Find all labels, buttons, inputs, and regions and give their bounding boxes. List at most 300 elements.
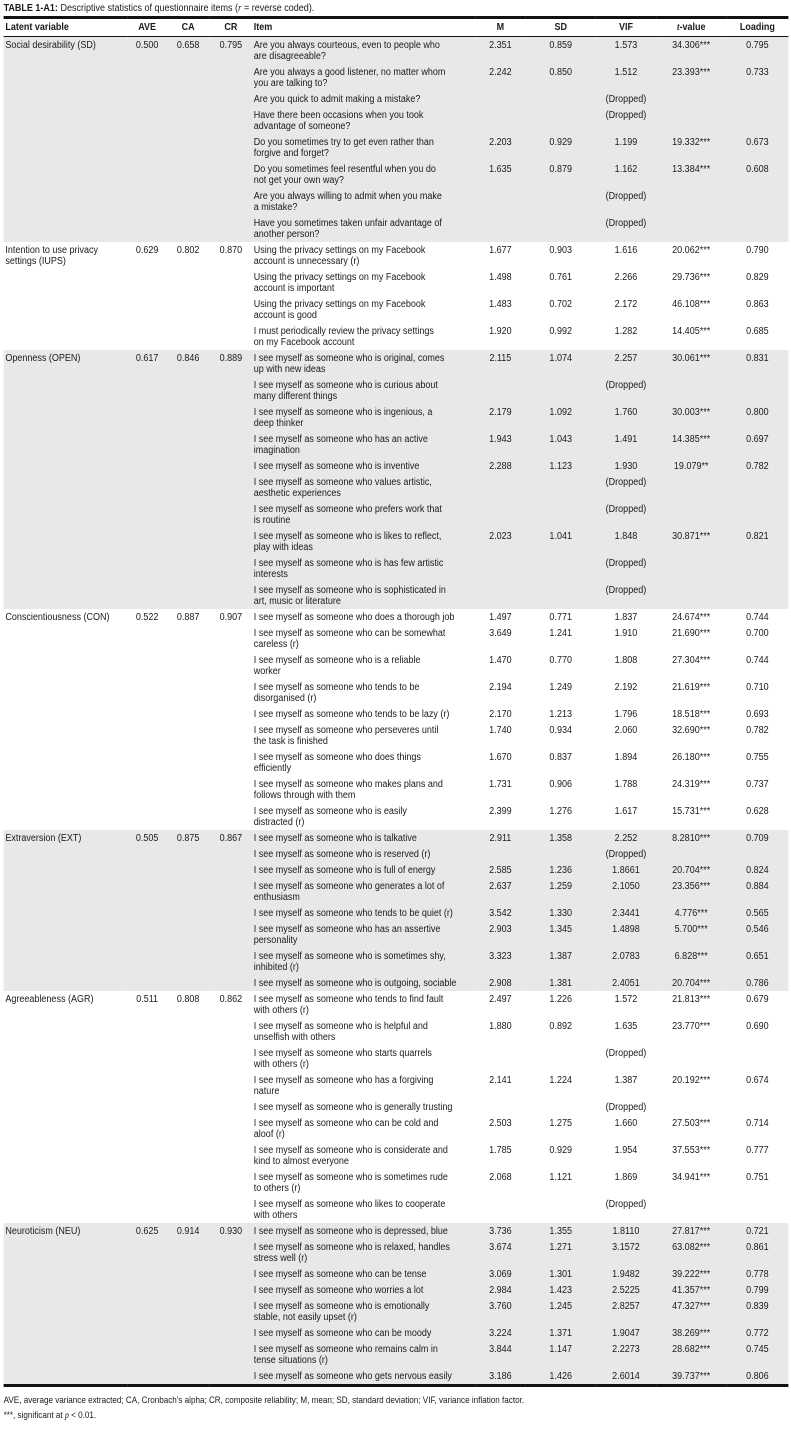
empty-cell	[128, 776, 167, 803]
empty-cell	[167, 878, 210, 905]
loading-value: 0.721	[726, 1223, 788, 1239]
t-value: 13.384***	[656, 161, 726, 188]
mean-value	[475, 377, 525, 404]
empty-cell	[167, 1169, 210, 1196]
empty-cell	[210, 323, 252, 350]
table-row	[4, 1239, 789, 1266]
loading-value: 0.679	[746, 994, 769, 1005]
empty-cell	[128, 846, 167, 862]
sd-value: 0.770	[549, 655, 572, 666]
vif-value: 1.788	[614, 779, 638, 790]
empty-cell	[210, 1282, 252, 1298]
sd-value: 1.092	[526, 404, 596, 431]
vif-value: 2.4051	[596, 975, 656, 991]
sd-value	[526, 474, 596, 501]
loading-value: 0.710	[746, 682, 769, 693]
latent-variable-name: Conscientiousness (CON)	[5, 612, 110, 623]
mean-value: 3.069	[475, 1266, 525, 1282]
empty-cell	[128, 1018, 167, 1045]
ave-value: 0.625	[128, 1223, 167, 1239]
empty-cell	[167, 323, 210, 350]
t-value: 39.737***	[656, 1368, 726, 1386]
item-text: Have there been occasions when you took advantage of someone?	[252, 107, 475, 134]
loading-value: 0.651	[726, 948, 788, 975]
item-text: Do you sometimes try to get even rather than forgive and forget?	[252, 134, 475, 161]
sd-value: 0.929	[526, 134, 596, 161]
loading-value	[726, 91, 788, 107]
table-row	[4, 878, 789, 905]
item-text: I see myself as someone who is relaxed, handles stress well (r)	[252, 1239, 475, 1266]
empty-cell	[4, 188, 128, 215]
empty-cell	[167, 296, 210, 323]
item-text: I see myself as someone who can be moody	[252, 1325, 475, 1341]
sd-value: 1.355	[526, 1223, 596, 1239]
item-text: I see myself as someone who is has few artistic interests	[252, 555, 475, 582]
vif-value: 1.572	[614, 994, 638, 1005]
cr-value: 0.930	[210, 1223, 252, 1239]
table-row	[4, 749, 789, 776]
empty-cell	[4, 1018, 128, 1045]
table-row	[4, 830, 789, 846]
t-value: 26.180***	[672, 752, 711, 763]
mean-value	[475, 474, 525, 501]
t-value: 14.385***	[656, 431, 726, 458]
mean-value: 2.023	[475, 528, 525, 555]
empty-cell	[4, 296, 128, 323]
item-text: Are you always willing to admit when you make a mistake?	[252, 188, 475, 215]
empty-cell	[4, 555, 128, 582]
mean-value	[475, 555, 525, 582]
table-row	[4, 555, 789, 582]
vif-value: (Dropped)	[596, 555, 656, 582]
empty-cell	[128, 134, 167, 161]
empty-cell	[128, 1099, 167, 1115]
item-text: I see myself as someone who is curious about many different things	[252, 377, 475, 404]
mean-value	[475, 846, 525, 862]
table-row	[4, 296, 789, 323]
empty-cell	[4, 91, 128, 107]
t-value: 20.704***	[656, 862, 726, 878]
sd-value: 1.345	[526, 921, 596, 948]
loading-value: 0.863	[746, 299, 769, 310]
table-row	[4, 64, 789, 91]
empty-cell	[167, 269, 210, 296]
header-ave: AVE	[138, 22, 157, 33]
latent-variable-name: Neuroticism (NEU)	[4, 1223, 128, 1239]
sd-value: 1.249	[549, 682, 572, 693]
empty-cell	[210, 948, 252, 975]
empty-cell	[128, 555, 167, 582]
mean-value: 2.141	[489, 1075, 512, 1086]
vif-value: (Dropped)	[596, 846, 656, 862]
item-text: I see myself as someone who likes to cooperate with others	[253, 1199, 446, 1221]
empty-cell	[210, 1266, 252, 1282]
empty-cell	[167, 1115, 210, 1142]
sd-value: 1.275	[549, 1118, 572, 1129]
table-row	[4, 1341, 789, 1368]
item-text: I must periodically review the privacy settings on my Facebook account	[253, 326, 434, 348]
sd-value: 1.123	[526, 458, 596, 474]
vif-value: 1.616	[614, 245, 638, 256]
item-text: I see myself as someone who does things efficiently	[253, 752, 421, 774]
empty-cell	[4, 215, 128, 242]
empty-cell	[167, 1341, 210, 1368]
empty-cell	[4, 652, 128, 679]
empty-cell	[167, 474, 210, 501]
vif-value: 2.266	[614, 272, 638, 283]
table-row	[4, 1298, 789, 1325]
header-latent-variable: Latent variable	[5, 22, 69, 33]
sd-value: 1.236	[526, 862, 596, 878]
mean-value: 1.731	[489, 779, 512, 790]
mean-value: 2.585	[475, 862, 525, 878]
vif-value: (Dropped)	[596, 91, 656, 107]
loading-value: 0.786	[726, 975, 788, 991]
empty-cell	[210, 1018, 252, 1045]
loading-value: 0.744	[746, 655, 769, 666]
sd-value	[526, 846, 596, 862]
empty-cell	[4, 1341, 128, 1368]
table-label: TABLE 1-A1:	[3, 3, 58, 14]
empty-cell	[210, 474, 252, 501]
empty-cell	[167, 921, 210, 948]
empty-cell	[128, 215, 167, 242]
empty-cell	[167, 134, 210, 161]
vif-value: 1.635	[614, 1021, 638, 1032]
vif-value: 1.910	[614, 628, 638, 639]
table-row	[4, 269, 789, 296]
table-row	[4, 975, 789, 991]
mean-value: 3.323	[475, 948, 525, 975]
item-text: Do you sometimes feel resentful when you do not get your own way?	[252, 161, 475, 188]
t-value: 34.306***	[656, 37, 726, 65]
t-value: 29.736***	[672, 272, 711, 283]
ave-value: 0.629	[135, 245, 159, 256]
empty-cell	[128, 706, 167, 722]
empty-cell	[210, 91, 252, 107]
loading-value: 0.831	[726, 350, 788, 377]
mean-value: 1.670	[489, 752, 512, 763]
empty-cell	[167, 905, 210, 921]
empty-cell	[4, 107, 128, 134]
ca-value: 0.808	[176, 994, 200, 1005]
table-row	[4, 188, 789, 215]
loading-value: 0.709	[726, 830, 788, 846]
t-value: 21.690***	[672, 628, 711, 639]
t-value	[656, 1045, 726, 1072]
sd-value: 1.226	[549, 994, 572, 1005]
item-text: I see myself as someone who prefers work that is routine	[252, 501, 475, 528]
empty-cell	[128, 625, 167, 652]
t-value: 23.770***	[672, 1021, 711, 1032]
table-row	[4, 458, 789, 474]
vif-value: 1.954	[614, 1145, 638, 1156]
item-text: I see myself as someone who worries a lot	[252, 1282, 475, 1298]
vif-value: 1.660	[614, 1118, 638, 1129]
vif-value: 2.3441	[596, 905, 656, 921]
sd-value: 0.992	[549, 326, 572, 337]
empty-cell	[128, 1142, 167, 1169]
empty-cell	[128, 1341, 167, 1368]
ave-value: 0.617	[128, 350, 167, 377]
mean-value: 2.497	[489, 994, 512, 1005]
table-row	[4, 846, 789, 862]
empty-cell	[4, 878, 128, 905]
vif-value: 1.282	[614, 326, 638, 337]
t-value	[656, 377, 726, 404]
loading-value	[726, 215, 788, 242]
empty-cell	[210, 975, 252, 991]
loading-value: 0.829	[746, 272, 769, 283]
sd-value: 1.426	[526, 1368, 596, 1386]
item-text: I see myself as someone who is easily distracted (r)	[253, 806, 407, 828]
empty-cell	[167, 1282, 210, 1298]
t-value: 15.731***	[672, 806, 711, 817]
header-loading: Loading	[739, 22, 775, 33]
table-caption	[4, 0, 791, 16]
cr-value: 0.795	[210, 37, 252, 65]
loading-value	[726, 1045, 788, 1072]
empty-cell	[210, 528, 252, 555]
loading-value	[726, 377, 788, 404]
vif-value: 1.573	[596, 37, 656, 65]
ave-value: 0.505	[128, 830, 167, 846]
empty-cell	[167, 1196, 210, 1223]
sd-value: 0.837	[549, 752, 572, 763]
sd-value: 1.358	[526, 830, 596, 846]
empty-cell	[128, 582, 167, 609]
empty-cell	[210, 921, 252, 948]
mean-value: 2.351	[475, 37, 525, 65]
empty-cell	[210, 1341, 252, 1368]
sd-value: 1.371	[526, 1325, 596, 1341]
vif-value: (Dropped)	[596, 215, 656, 242]
ca-value: 0.658	[167, 37, 210, 65]
abbreviations-note: AVE, average variance extracted; CA, Cronbach's alpha; CR, composite reliability; M, mean; SD, standard deviation; VIF, variance inflation factor.	[3, 1395, 525, 1405]
sd-value: 1.423	[526, 1282, 596, 1298]
table-row	[4, 905, 789, 921]
empty-cell	[4, 501, 128, 528]
item-text: I see myself as someone who is original, comes up with new ideas	[252, 350, 475, 377]
header-m: M	[496, 22, 505, 33]
table-row	[4, 1142, 789, 1169]
empty-cell	[167, 1368, 210, 1386]
empty-cell	[167, 1142, 210, 1169]
mean-value: 1.740	[489, 725, 512, 736]
table-row	[4, 582, 789, 609]
empty-cell	[167, 948, 210, 975]
empty-cell	[4, 776, 128, 803]
loading-value	[726, 474, 788, 501]
mean-value: 1.880	[489, 1021, 512, 1032]
t-value: 21.619***	[672, 682, 711, 693]
empty-cell	[4, 722, 128, 749]
sd-value: 0.761	[549, 272, 572, 283]
mean-value: 2.908	[475, 975, 525, 991]
mean-value: 2.637	[475, 878, 525, 905]
empty-cell	[4, 846, 128, 862]
empty-cell	[128, 905, 167, 921]
mean-value: 1.635	[475, 161, 525, 188]
item-text: I see myself as someone who generates a lot of enthusiasm	[252, 878, 475, 905]
table-row	[4, 722, 789, 749]
vif-value: 1.808	[614, 655, 638, 666]
empty-cell	[4, 1115, 128, 1142]
item-text: I see myself as someone who is depressed, blue	[252, 1223, 475, 1239]
loading-value: 0.824	[726, 862, 788, 878]
item-text: I see myself as someone who is sophisticated in art, music or literature	[252, 582, 475, 609]
header-t-value	[656, 18, 726, 37]
descriptive-statistics-table	[4, 16, 789, 1387]
loading-value: 0.628	[746, 806, 769, 817]
sd-value: 0.879	[526, 161, 596, 188]
empty-cell	[167, 776, 210, 803]
sd-value: 0.906	[549, 779, 572, 790]
empty-cell	[210, 722, 252, 749]
item-text: I see myself as someone who is outgoing, sociable	[252, 975, 475, 991]
table-row	[4, 862, 789, 878]
sd-value: 1.387	[526, 948, 596, 975]
empty-cell	[4, 975, 128, 991]
table-row	[4, 474, 789, 501]
item-text: Using the privacy settings on my Facebook account is important	[253, 272, 426, 294]
empty-cell	[210, 188, 252, 215]
empty-cell	[210, 679, 252, 706]
item-text: I see myself as someone who tends to be lazy (r)	[253, 709, 450, 720]
mean-value: 2.903	[475, 921, 525, 948]
empty-cell	[4, 1368, 128, 1386]
item-text: Using the privacy settings on my Facebook account is unnecessary (r)	[253, 245, 426, 267]
mean-value: 2.179	[475, 404, 525, 431]
cr-value: 0.907	[219, 612, 243, 623]
item-text: I see myself as someone who is sometimes shy, inhibited (r)	[252, 948, 475, 975]
vif-value: 1.9482	[596, 1266, 656, 1282]
t-value: 27.304***	[672, 655, 711, 666]
empty-cell	[128, 1196, 167, 1223]
cr-value: 0.862	[219, 994, 243, 1005]
mean-value: 2.984	[475, 1282, 525, 1298]
loading-value: 0.714	[746, 1118, 769, 1129]
table-row	[4, 1368, 789, 1386]
empty-cell	[128, 431, 167, 458]
mean-value: 2.068	[489, 1172, 512, 1183]
vif-value: 1.4898	[596, 921, 656, 948]
t-italic: t	[676, 22, 680, 33]
vif-value: 1.894	[614, 752, 638, 763]
mean-value	[475, 501, 525, 528]
item-text: I see myself as someone who is considerate and kind to almost everyone	[253, 1145, 448, 1167]
sd-value: 1.245	[526, 1298, 596, 1325]
table-row	[4, 404, 789, 431]
table-row	[4, 803, 789, 830]
latent-variable-name: Extraversion (EXT)	[4, 830, 128, 846]
item-text: Using the privacy settings on my Facebook account is good	[253, 299, 426, 321]
mean-value: 2.503	[489, 1118, 512, 1129]
vif-value: 1.8110	[596, 1223, 656, 1239]
empty-cell	[128, 652, 167, 679]
caption-r: r	[238, 3, 242, 14]
ca-value: 0.802	[176, 245, 200, 256]
item-text: I see myself as someone who is helpful and unselfish with others	[253, 1021, 428, 1043]
empty-cell	[128, 1325, 167, 1341]
mean-value: 3.224	[475, 1325, 525, 1341]
significance-note	[4, 1408, 791, 1423]
ave-value: 0.500	[128, 37, 167, 65]
empty-cell	[128, 161, 167, 188]
t-value: 14.405***	[672, 326, 711, 337]
empty-cell	[210, 501, 252, 528]
empty-cell	[4, 1045, 128, 1072]
t-value: 19.079**	[656, 458, 726, 474]
t-value: 8.2810***	[656, 830, 726, 846]
caption-text: Descriptive statistics of questionnaire items (	[57, 3, 239, 14]
t-value	[656, 846, 726, 862]
loading-value: 0.799	[726, 1282, 788, 1298]
empty-cell	[210, 846, 252, 862]
ca-value: 0.914	[167, 1223, 210, 1239]
mean-value: 3.542	[475, 905, 525, 921]
sd-value: 0.771	[549, 612, 572, 623]
empty-cell	[167, 722, 210, 749]
empty-cell	[167, 625, 210, 652]
loading-value	[726, 501, 788, 528]
loading-value: 0.782	[726, 458, 788, 474]
loading-value: 0.685	[746, 326, 769, 337]
empty-cell	[128, 377, 167, 404]
loading-value: 0.861	[726, 1239, 788, 1266]
loading-value: 0.697	[726, 431, 788, 458]
empty-cell	[167, 1266, 210, 1282]
header-item: Item	[253, 22, 273, 33]
loading-value: 0.733	[726, 64, 788, 91]
mean-value: 1.920	[489, 326, 512, 337]
empty-cell	[167, 555, 210, 582]
empty-cell	[128, 188, 167, 215]
table-row	[4, 1169, 789, 1196]
empty-cell	[210, 404, 252, 431]
header-cr: CR	[224, 22, 238, 33]
empty-cell	[210, 862, 252, 878]
empty-cell	[167, 404, 210, 431]
t-value: 28.682***	[656, 1341, 726, 1368]
table-row	[4, 991, 789, 1018]
t-value: 41.357***	[656, 1282, 726, 1298]
header-sd: SD	[554, 22, 567, 33]
empty-cell	[210, 377, 252, 404]
loading-value: 0.700	[746, 628, 769, 639]
vif-value: 2.257	[596, 350, 656, 377]
empty-cell	[128, 975, 167, 991]
empty-cell	[210, 269, 252, 296]
empty-cell	[4, 803, 128, 830]
table-row	[4, 242, 789, 269]
table-row	[4, 1045, 789, 1072]
table-body	[4, 37, 789, 1386]
t-value: 23.393***	[656, 64, 726, 91]
vif-value: 2.060	[614, 725, 638, 736]
latent-variable-name: Social desirability (SD)	[4, 37, 128, 65]
empty-cell	[128, 1169, 167, 1196]
vif-value: 1.837	[614, 612, 638, 623]
sd-value: 1.224	[549, 1075, 572, 1086]
loading-value: 0.565	[726, 905, 788, 921]
t-value: 37.553***	[672, 1145, 711, 1156]
table-row	[4, 323, 789, 350]
loading-value: 0.755	[746, 752, 769, 763]
item-text: Are you always a good listener, no matter whom you are talking to?	[252, 64, 475, 91]
loading-value	[726, 188, 788, 215]
sd-value: 1.381	[526, 975, 596, 991]
